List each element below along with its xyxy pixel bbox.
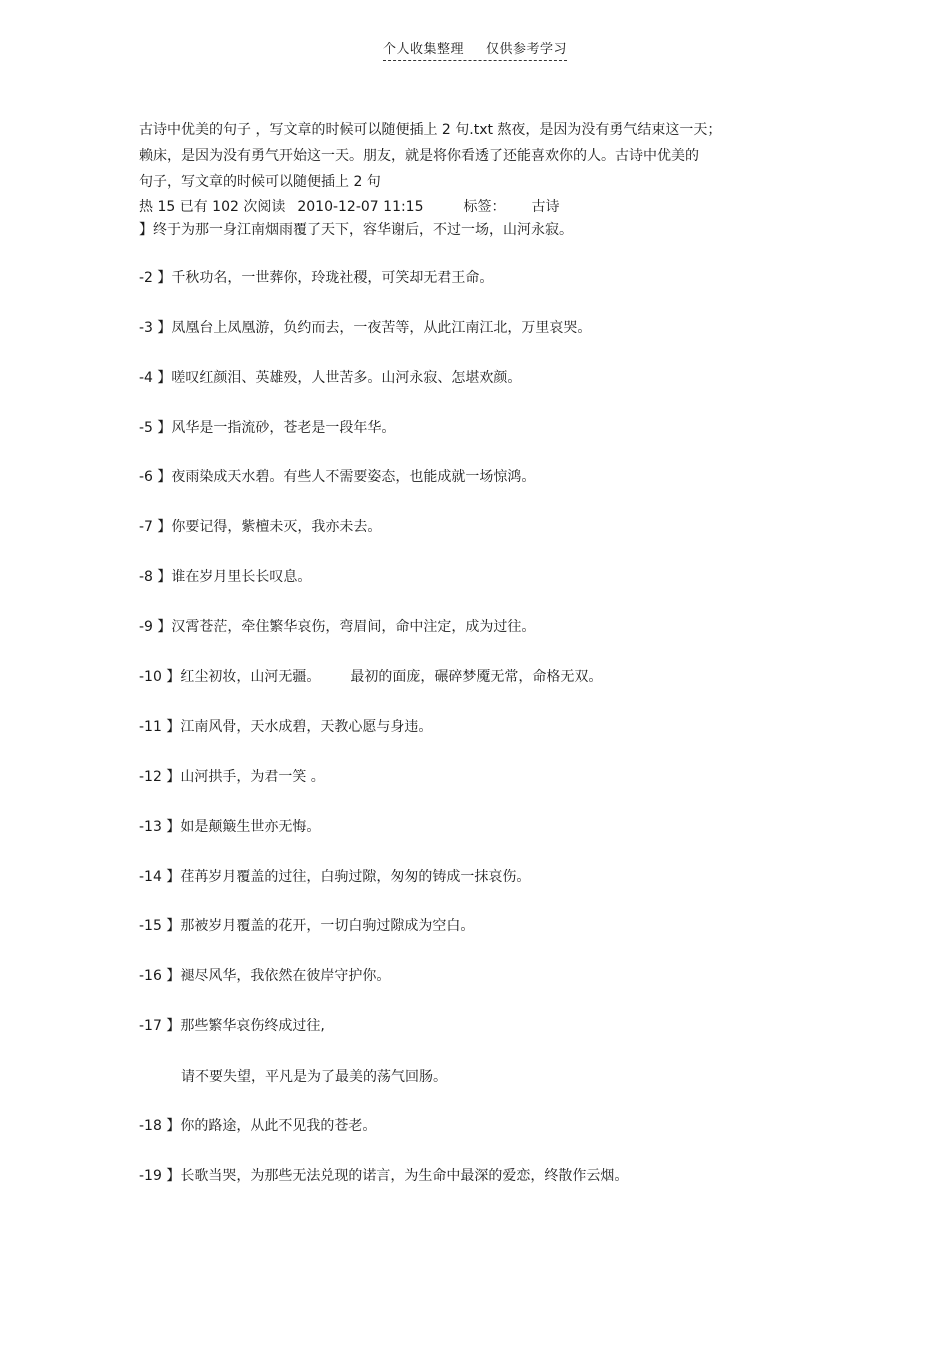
- entry-16: -16 】褪尽风华，我依然在彼岸守护你。: [139, 968, 391, 984]
- entry-18: -18 】你的路途，从此不见我的苍老。: [139, 1118, 377, 1134]
- entry-14: -14 】荏苒岁月覆盖的过往，白驹过隙，匆匆的铸成一抹哀伤。: [139, 869, 531, 885]
- entry-2: -2 】千秋功名，一世葬你，玲珑社稷，可笑却无君王命。: [139, 270, 494, 286]
- entry-7: -7 】你要记得，紫檀未灭，我亦未去。: [139, 519, 382, 535]
- entry-1: 】终于为那一身江南烟雨覆了天下，容华谢后，不过一场，山河永寂。: [139, 222, 573, 238]
- header-banner: [383, 38, 567, 61]
- intro-line-1: 古诗中优美的句子 ，写文章的时候可以随便插上 2 句.txt 熬夜，是因为没有勇气结束这一天；: [139, 122, 722, 138]
- page-header: [0, 38, 950, 61]
- entry-17: -17 】那些繁华哀伤终成过往,: [139, 1018, 325, 1034]
- header-left-text: 个人收集整理: [382, 42, 464, 57]
- entry-5: -5 】风华是一指流砂，苍老是一段年华。: [139, 420, 396, 436]
- entry-15: -15 】那被岁月覆盖的花开，一切白驹过隙成为空白。: [139, 918, 475, 934]
- entry-10-part-2: 最初的面庞，碾碎梦魇无常，命格无双。: [350, 669, 603, 685]
- entry-11: -11 】江南风骨，天水成碧，天教心愿与身违。: [139, 719, 433, 735]
- tag-value: 古诗: [531, 199, 560, 215]
- entry-9: -9 】汉霄苍茫，牵住繁华哀伤，弯眉间，命中注定，成为过往。: [139, 619, 536, 635]
- entry-10-part-1: -10 】红尘初妆，山河无疆。: [139, 669, 321, 685]
- entry-3: -3 】凤凰台上凤凰游，负约而去，一夜苦等，从此江南江北，万里哀哭。: [139, 320, 592, 336]
- header-right-text: 仅供参考学习: [486, 42, 568, 57]
- tag-label: 标签：: [463, 199, 506, 215]
- entry-19: -19 】长歌当哭，为那些无法兑现的诺言，为生命中最深的爱恋，终散作云烟。: [139, 1168, 629, 1184]
- read-count: 热 15 已有 102 次阅读: [139, 199, 286, 215]
- entry-17-continuation: 请不要失望，平凡是为了最美的荡气回肠。: [181, 1069, 447, 1085]
- entry-4: -4 】嗟叹红颜泪、英雄殁，人世苦多。山河永寂、怎堪欢颜。: [139, 370, 522, 386]
- meta-line: [139, 195, 819, 219]
- intro-line-3: 句子，写文章的时候可以随便插上 2 句: [139, 174, 381, 190]
- entry-12: -12 】山河拱手，为君一笑 。: [139, 769, 325, 785]
- entry-6: -6 】夜雨染成天水碧。有些人不需要姿态，也能成就一场惊鸿。: [139, 469, 536, 485]
- document-body: [139, 117, 819, 241]
- entry-13: -13 】如是颠簸生世亦无悔。: [139, 819, 321, 835]
- post-date: 2010-12-07 11:15: [297, 199, 424, 215]
- entry-10: [139, 667, 602, 687]
- intro-line-2: 赖床，是因为没有勇气开始这一天。朋友，就是将你看透了还能喜欢你的人。古诗中优美的: [139, 148, 699, 164]
- entry-8: -8 】谁在岁月里长长叹息。: [139, 569, 312, 585]
